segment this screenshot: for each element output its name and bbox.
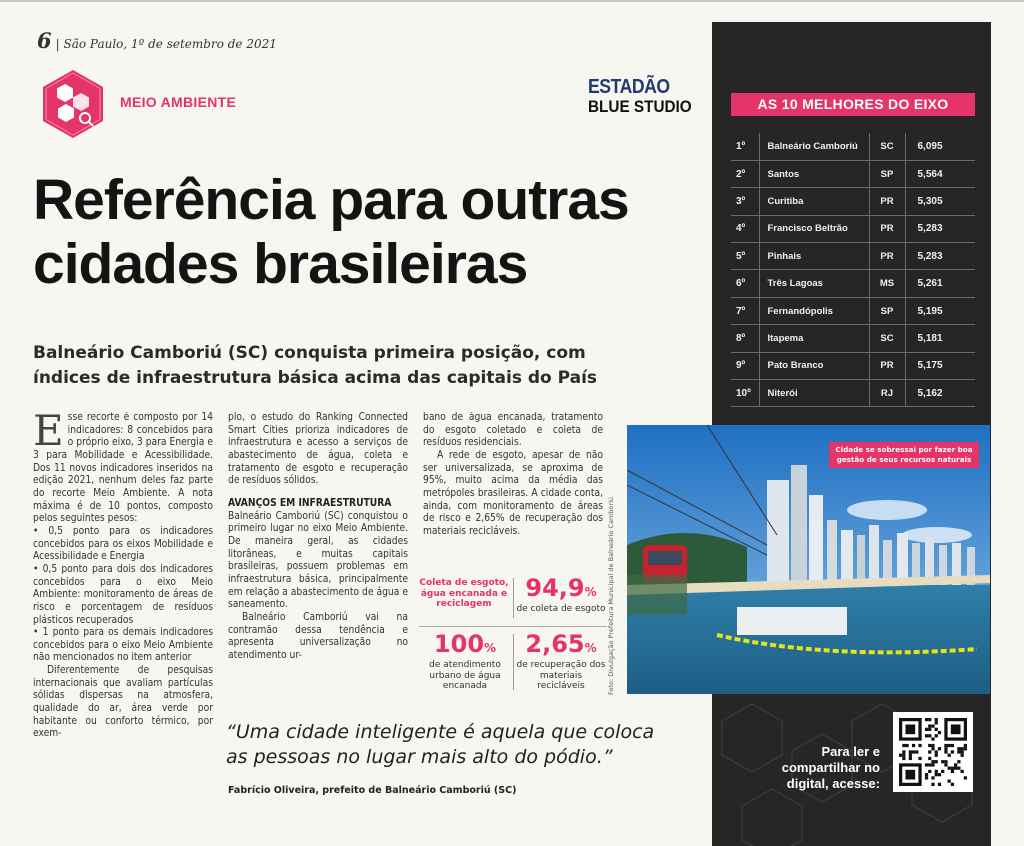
ranking-row	[731, 215, 975, 242]
rank-position: 9º	[731, 352, 759, 379]
stat-unit: %	[584, 641, 597, 655]
rank-state: PR	[869, 243, 905, 270]
drop-cap: E	[33, 412, 64, 455]
qr-prompt	[770, 744, 880, 792]
rank-score: 6,095	[905, 133, 975, 160]
rank-city: Santos	[759, 160, 869, 187]
rank-score: 5,283	[905, 243, 975, 270]
stat-value: 94,9	[525, 574, 585, 602]
headline	[33, 168, 713, 296]
folio	[37, 28, 277, 53]
photo-credit: Foto: Divulgação Prefeitura Municipal de Balneário Camboriú	[607, 496, 615, 695]
paragraph: A rede de esgoto, apesar de não ser universalizada, se aproxima de 95%, muito acima da média das metrópoles brasileiras. A cidade conta, ainda, com monitoramento de áreas de risco e 2,65% de recuperação dos materiais recicláveis.	[423, 449, 603, 537]
page-number: 6	[37, 28, 52, 53]
paragraph: bano de água encanada, tratamento do esgoto coletado e coleta de resíduos residenciais.	[423, 412, 603, 449]
brand-line-2: BLUE STUDIO	[588, 97, 692, 116]
divider	[513, 578, 514, 618]
paragraph: Diferentemente de pesquisas internacionais que avaliam partículas sólidas dispersas na atmosfera, qualidade do ar, área verde por habitante ou conforto térmico, por exem-	[33, 665, 213, 740]
ranking-table	[731, 133, 975, 407]
rank-city: Três Lagoas	[759, 270, 869, 297]
rank-score: 5,564	[905, 160, 975, 187]
stat-recycling	[515, 632, 607, 692]
rank-state: SC	[869, 133, 905, 160]
rank-position: 1º	[731, 133, 759, 160]
stat-value: 100	[433, 630, 485, 658]
divider	[419, 626, 607, 627]
stats-box	[419, 574, 607, 694]
divider	[513, 634, 514, 690]
rank-state: PR	[869, 215, 905, 242]
article-column-2	[228, 412, 408, 702]
place-date: São Paulo, 1º de setembro de 2021	[63, 37, 277, 51]
quote-author: Fabrício Oliveira, prefeito de Balneário Camboriú (SC)	[228, 785, 517, 796]
rank-score: 5,162	[905, 380, 975, 407]
ranking-row	[731, 270, 975, 297]
top-rule	[0, 0, 1024, 2]
ranking-row	[731, 352, 975, 379]
ranking-title: AS 10 MELHORES DO EIXO	[731, 93, 975, 116]
rank-score: 5,175	[905, 352, 975, 379]
ranking-row	[731, 325, 975, 352]
rank-state: MS	[869, 270, 905, 297]
ranking-row	[731, 297, 975, 324]
rank-state: PR	[869, 188, 905, 215]
rank-position: 5º	[731, 243, 759, 270]
article-column-1	[33, 412, 213, 802]
photo-callout: Cidade se sobressai por fazer boa gestão de seus recursos naturais	[829, 442, 979, 468]
stat-unit: %	[584, 585, 597, 599]
ranking-row	[731, 133, 975, 160]
ranking-row	[731, 188, 975, 215]
paragraph: Balneário Camboriú (SC) conquistou o primeiro lugar no eixo Meio Ambiente. De maneira geral, as cidades litorâneas, e muitas capitais brasileiras, possuem problemas em infraestrutura básica, principalmente em relação a abastecimento de água e saneamento.	[228, 510, 408, 611]
stat-caption: de atendimento urbano de água encanada	[429, 660, 501, 691]
paragraph: sse recorte é composto por 14 indicadores: 8 concebidos para o próprio eixo, 3 para Energia e 3 para Mobilidade e Acessibilidade. Dos 11 novos indicadores inseridos na edição 2021, nenhum deles faz parte do recorte Meio Ambiente. A nota máxima é de 10 pontos, composto pelos seguintes pesos:	[33, 412, 213, 525]
rank-city: Pato Branco	[759, 352, 869, 379]
rank-city: Pinhais	[759, 243, 869, 270]
crosshead: AVANÇOS EM INFRAESTRUTURA	[228, 497, 392, 509]
rank-city: Balneário Camboriú	[759, 133, 869, 160]
qr-code-icon[interactable]	[893, 712, 973, 792]
qr-prompt-line-2: compartilhar no	[781, 760, 880, 775]
subheadline-line-1: Balneário Camboriú (SC) conquista primeira posição, com	[33, 343, 586, 363]
qr-prompt-line-3: digital, acesse:	[786, 776, 880, 791]
rank-position: 4º	[731, 215, 759, 242]
brand-line-1: ESTADÃO	[588, 76, 670, 98]
stat-caption: de coleta de esgoto	[516, 604, 606, 614]
section-label: MEIO AMBIENTE	[120, 94, 237, 110]
rank-position: 2º	[731, 160, 759, 187]
rank-score: 5,283	[905, 215, 975, 242]
bullet-item: • 0,5 ponto para dois dos indicadores concebidos para o eixo Meio Ambiente: monitoramento de áreas de risco e porcentagem de resíduos plásticos recuperados	[33, 563, 213, 626]
stats-label: Coleta de esgoto, água encanada e reciclagem	[419, 578, 509, 609]
rank-city: Francisco Beltrão	[759, 215, 869, 242]
hexagon-network-icon	[40, 68, 106, 140]
rank-position: 6º	[731, 270, 759, 297]
headline-line-2: cidades brasileiras	[33, 232, 528, 296]
bullet-item: • 0,5 ponto para os indicadores concebidos para os eixos Mobilidade e Acessibilidade e Energia	[33, 525, 213, 563]
headline-line-1: Referência para outras	[33, 168, 629, 232]
article-column-3	[423, 412, 603, 577]
subheadline-line-2: índices de infraestrutura básica acima das capitais do País	[33, 368, 598, 388]
rank-state: RJ	[869, 380, 905, 407]
rank-position: 8º	[731, 325, 759, 352]
rank-position: 3º	[731, 188, 759, 215]
rank-city: Fernandópolis	[759, 297, 869, 324]
rank-score: 5,195	[905, 297, 975, 324]
quote-line-1: “Uma cidade inteligente é aquela que coloca	[226, 721, 655, 743]
brand-logo	[588, 77, 703, 115]
qr-prompt-line-1: Para ler e	[821, 744, 880, 759]
folio-separator: |	[55, 37, 60, 51]
rank-position: 10º	[731, 380, 759, 407]
ranking-row	[731, 160, 975, 187]
subheadline	[33, 341, 673, 391]
stat-sewage	[515, 576, 607, 615]
rank-city: Niterói	[759, 380, 869, 407]
bullet-item: • 1 ponto para os demais indicadores concebidos para o eixo Meio Ambiente não mencionados no item anterior	[33, 627, 213, 664]
pull-quote	[226, 720, 686, 770]
rank-score: 5,181	[905, 325, 975, 352]
quote-line-2: as pessoas no lugar mais alto do pódio.”	[226, 746, 613, 768]
rank-state: SC	[869, 325, 905, 352]
stat-value: 2,65	[525, 630, 585, 658]
paragraph: plo, o estudo do Ranking Connected Smart Cities prioriza indicadores de infraestrutura e acesso a serviços de abastecimento de água, coleta e tratamento de esgoto e recuperação de resíduos sólidos.	[228, 412, 408, 487]
stat-caption: de recuperação dos materiais recicláveis	[516, 660, 606, 691]
rank-score: 5,305	[905, 188, 975, 215]
rank-position: 7º	[731, 297, 759, 324]
ranking-row	[731, 380, 975, 407]
stat-water	[419, 632, 511, 692]
rank-state: SP	[869, 297, 905, 324]
paragraph: Balneário Camboriú vai na contramão dessa tendência e apresenta universalização no atendimento ur-	[228, 611, 408, 661]
ranking-row	[731, 243, 975, 270]
rank-state: SP	[869, 160, 905, 187]
rank-state: PR	[869, 352, 905, 379]
stat-unit: %	[484, 641, 497, 655]
rank-score: 5,261	[905, 270, 975, 297]
rank-city: Itapema	[759, 325, 869, 352]
rank-city: Curitiba	[759, 188, 869, 215]
